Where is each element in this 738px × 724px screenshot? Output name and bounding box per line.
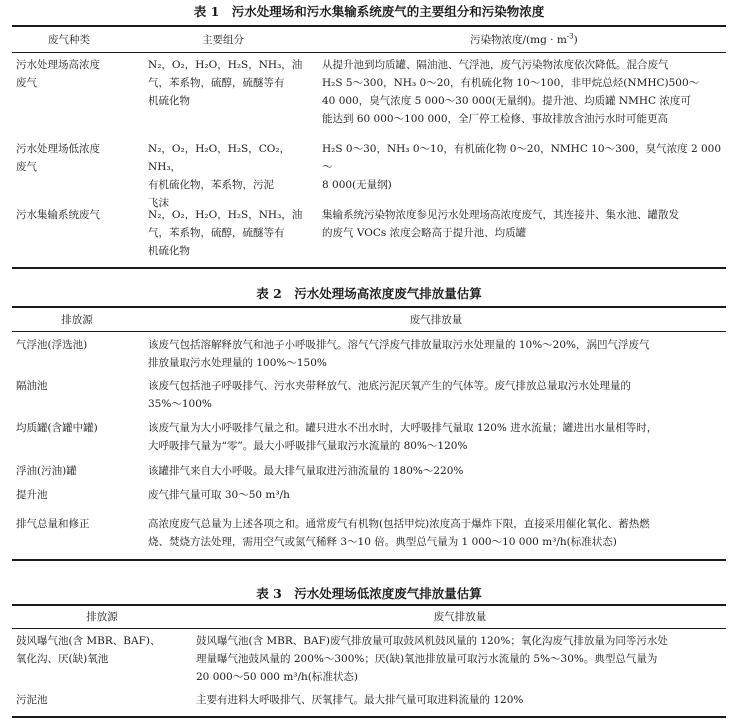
table3-title: 表 3 污水处理场低浓度废气排放量估算	[256, 586, 482, 601]
table2-row3-source: 均质罐(含罐中罐)	[16, 422, 98, 434]
table3-bottom-rule	[12, 716, 726, 718]
table3-top-rule	[12, 604, 726, 606]
table1-row1-type: 污水处理场高浓度 废气	[16, 59, 100, 89]
table2-row6-amount: 高浓度废气总量为上述各项之和。通常废气有机物(包括甲烷)浓度高于爆炸下限，直接采用催化氧化、蓄热燃 烧、焚烧方法处理，需用空气或氮气稀释 3～10 倍。典型总气量为 1 000～10 000 m³/h(标准状态)	[148, 518, 650, 548]
table1-row2-type: 污水处理场低浓度 废气	[16, 143, 100, 173]
table2-top-rule	[12, 306, 726, 308]
table1-row1-concentration: 从提升池到均质罐、隔油池、气浮池，废气污染物浓度依次降低。混合废气 H₂S 5～300，NH₃ 0～20，有机硫化物 10～100，非甲烷总烃(NMHC)500～ 40 000，臭气浓度 5 000～30 000(无量纲)。提升池、均质罐 NMHC 浓度可 能达到 60 000～100 000，全厂停工检修、事故排放含油污水时可能更高	[322, 59, 700, 125]
table3-row2-source: 污泥池	[16, 694, 48, 706]
table2-header-source: 排放源	[61, 314, 93, 326]
table3-header-amount: 废气排放量	[433, 611, 487, 623]
table2-row5-source: 提升池	[16, 489, 48, 501]
table1-row3-components: N₂，O₂，H₂O，H₂S，NH₃，油 气，苯系物，硫醇，硫醚等有 机硫化物	[148, 209, 303, 257]
table1-row2-concentration: H₂S 0～30，NH₃ 0～10，有机硫化物 0～20，NMHC 10～300，臭气浓度 2 000～ 8 000(无量纲)	[322, 143, 722, 191]
table3-row1-source: 鼓风曝气池(含 MBR、BAF)、 氧化沟、厌(缺)氧池	[16, 635, 161, 665]
table2-row5-amount: 废气排气量可取 30～50 m³/h	[148, 489, 290, 501]
table1-header-concentration: 污染物浓度$/(mg \cdot m^{-3})$	[470, 32, 578, 46]
table2-header-amount: 废气排放量	[409, 314, 463, 326]
table2-row6-source: 排气总量和修正	[16, 518, 90, 530]
table1-header-rule	[12, 52, 726, 53]
table2-row1-amount: 该废气包括溶解释放气和池子小呼吸排气。溶气气浮废气排放量取污水处理量的 10%～20%，涡凹气浮废气 排放量取污水处理量的 100%～150%	[148, 339, 650, 369]
table1-header-components: 主要组分	[202, 34, 244, 46]
table1-row2-components: N₂，O₂，H₂O，H₂S，CO₂，NH₃， 有机硫化物，苯系物，污泥 飞沫	[148, 143, 291, 209]
table2-row4-source: 浮油(污油)罐	[16, 465, 77, 477]
table2-bottom-rule	[12, 559, 726, 561]
table2-row2-source: 隔油池	[16, 380, 48, 392]
table2-row4-amount: 该罐排气来自大小呼吸。最大排气量取进污油流量的 180%～220%	[148, 465, 464, 477]
table2-title: 表 2 污水处理场高浓度废气排放量估算	[256, 286, 482, 301]
table1-row3-type: 污水集输系统废气	[16, 209, 100, 221]
table3-header-source: 排放源	[86, 611, 118, 623]
table3-row2-amount: 主要有进料大呼吸排气、厌氧排气。最大排气量可取进料流量的 120%	[196, 694, 524, 706]
table1-top-rule	[12, 25, 726, 27]
table2-row1-source: 气浮池(浮选池)	[16, 339, 88, 351]
table2-row3-amount: 该废气量为大小呼吸排气量之和。罐只进水不出水时，大呼吸排气量取 120% 进水流量；罐进出水量相等时， 大呼吸排气量为“零”。最大小呼吸排气量取污水流量的 80%～120%	[148, 422, 658, 452]
table1-title: 表 1 污水处理场和污水集输系统废气的主要组分和污染物浓度	[193, 4, 545, 19]
table3-header-rule	[12, 628, 726, 629]
table1-header-type: 废气种类	[48, 34, 90, 46]
table2-row2-amount: 该废气包括池子呼吸排气、污水夹带释放气、池底污泥厌氧产生的气体等。废气排放总量取污水处理量的 35%～100%	[148, 380, 631, 410]
table1-bottom-rule	[12, 267, 726, 269]
table1-row3-concentration: 集输系统污染物浓度参见污水处理场高浓度废气，其连接井、集水池、罐散发 的废气 VOCs 浓度会略高于提升池、均质罐	[322, 209, 679, 239]
table1-row1-components: N₂，O₂，H₂O，H₂S，NH₃，油 气，苯系物，硫醇，硫醚等有 机硫化物	[148, 59, 303, 107]
table3-row1-amount: 鼓风曝气池(含 MBR、BAF)废气排放量可取鼓风机鼓风量的 120%；氧化沟废气排放量为同等污水处 理量曝气池鼓风量的 200%～300%；厌(缺)氧池排放量可取污水流量的 5%～30%。典型总气量为 20 000～50 000 m³/h(标准状态)	[196, 635, 668, 683]
table2-header-rule	[12, 331, 726, 332]
